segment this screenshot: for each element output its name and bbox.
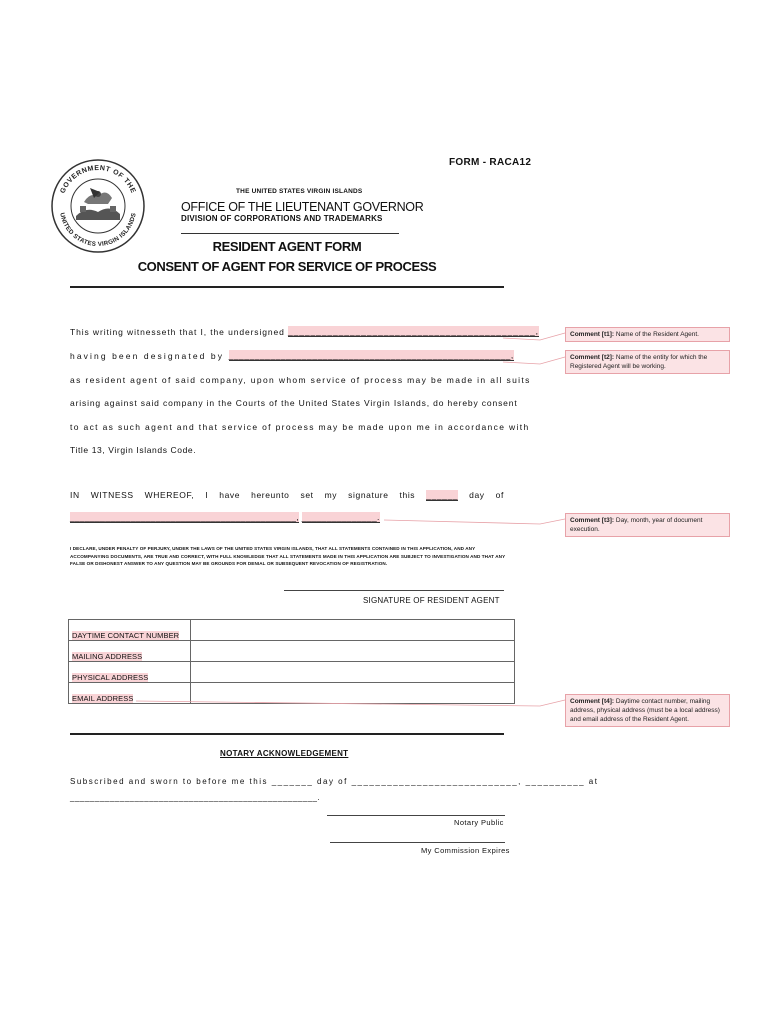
body-line-1 (70, 326, 539, 337)
resident-agent-name-field[interactable]: ____________________________________________, (288, 326, 539, 336)
table-row (69, 683, 515, 704)
table-row (69, 662, 515, 683)
comment-text: Name of the Resident Agent. (615, 331, 699, 338)
body-line-2 (70, 350, 514, 361)
svg-text:UNITED STATES VIRGIN ISLANDS: UNITED STATES VIRGIN ISLANDS (58, 212, 138, 249)
comment-tag: Comment [t2]: (570, 354, 615, 361)
witness-word: WHEREOF, (144, 490, 195, 500)
mailing-address-label: MAILING ADDRESS (69, 641, 191, 662)
witness-word: my (324, 490, 338, 500)
title-divider (70, 286, 504, 288)
witness-word: IN (70, 490, 80, 500)
notary-sworn-line[interactable]: Subscribed and sworn to before me this _______ day of ____________________________, __________ at (70, 777, 599, 786)
form-subtitle: CONSENT OF AGENT FOR SERVICE OF PROCESS (137, 259, 437, 274)
month-field[interactable]: _____________________________________________, (70, 512, 299, 522)
svg-text:GOVERNMENT OF THE: GOVERNMENT OF THE (59, 164, 137, 195)
physical-address-label: PHYSICAL ADDRESS (69, 662, 191, 683)
witness-word: set (300, 490, 314, 500)
body-line-5: to act as such agent and that service of process may be made upon me in accordance with (70, 422, 530, 432)
perjury-declaration: I DECLARE, UNDER PENALTY OF PERJURY, UNDER THE LAWS OF THE UNITED STATES VIRGIN ISLANDS, THAT ALL STATEMENTS CONTAINED IN THIS APPLICATION, AND ANY ACCOMPANYING DOCUMENTS, ARE TRUE AND CORRECT, WITH FULL KNOWLEDGE THAT ALL STATEMENTS MADE IN THIS APPLICATION ARE SUBJECT TO INVESTIGATION AND THAT ANY FALSE OR DISHONEST ANSWER TO ANY QUESTION MAY BE GROUNDS FOR DENIAL OR SUBSEQUENT REVOCATION OF REGISTRATION. (70, 546, 506, 566)
email-address-input[interactable] (191, 683, 515, 704)
physical-address-input[interactable] (191, 662, 515, 683)
witness-word: hereunto (251, 490, 290, 500)
witness-line (70, 490, 504, 501)
comment-t3[interactable] (565, 513, 730, 537)
notary-title: NOTARY ACKNOWLEDGEMENT (220, 749, 349, 758)
comment-tag: Comment [t4]: (570, 698, 615, 705)
body-line-3: as resident agent of said company, upon whom service of process may be made in all suits (70, 375, 531, 385)
notary-location-line[interactable]: __________________________________________________. (70, 793, 321, 802)
form-title: RESIDENT AGENT FORM (212, 239, 362, 254)
form-number: FORM - RACA12 (449, 157, 532, 168)
header-divider (181, 233, 399, 234)
commission-expiry-label: My Commission Expires (421, 846, 510, 855)
comment-tag: Comment [t1]: (570, 331, 615, 338)
notary-signature-line[interactable] (327, 815, 505, 816)
comment-connector (384, 519, 565, 524)
notary-divider (70, 733, 504, 735)
comment-text: Name of the entity for which the Registered Agent will be working. (570, 354, 708, 370)
daytime-contact-label: DAYTIME CONTACT NUMBER (69, 620, 191, 641)
undersigned-label: This writing witnesseth that I, the undersigned (70, 327, 285, 337)
witness-word: WITNESS (90, 490, 134, 500)
office-title: OFFICE OF THE LIEUTENANT GOVERNOR (181, 200, 424, 214)
comment-tag: Comment [t3]: (570, 517, 615, 524)
signature-line[interactable] (284, 590, 504, 591)
witness-word: this (399, 490, 416, 500)
day-field[interactable]: ______ (426, 490, 459, 500)
comment-t4[interactable] (565, 694, 730, 727)
year-field[interactable]: _______________. (301, 512, 380, 522)
comment-t1[interactable] (565, 327, 730, 342)
email-address-label: EMAIL ADDRESS (69, 683, 191, 704)
signature-label: SIGNATURE OF RESIDENT AGENT (363, 596, 500, 605)
comment-text: Day, month, year of document execution. (570, 517, 703, 533)
daytime-contact-input[interactable] (191, 620, 515, 641)
body-line-6: Title 13, Virgin Islands Code. (70, 445, 197, 455)
government-line: THE UNITED STATES VIRGIN ISLANDS (236, 188, 363, 195)
entity-name-field[interactable]: ______________________________________________________, (228, 350, 514, 360)
comment-t2[interactable] (565, 350, 730, 374)
day-word: day (469, 490, 485, 500)
division-title: DIVISION OF CORPORATIONS AND TRADEMARKS (181, 214, 383, 223)
witness-word: I (205, 490, 209, 500)
mailing-address-input[interactable] (191, 641, 515, 662)
witness-word: have (219, 490, 241, 500)
designated-by-label: having been designated by (70, 351, 225, 361)
witness-word: signature (348, 490, 389, 500)
execution-date-line (70, 512, 380, 523)
of-word: of (495, 490, 504, 500)
body-line-4: arising against said company in the Courts of the United States Virgin Islands, do hereby consent (70, 398, 518, 408)
commission-expiry-line[interactable] (330, 842, 505, 843)
notary-public-label: Notary Public (454, 818, 504, 827)
comment-text: Daytime contact number, mailing address, physical address (must be a local address) and email address of the Resident Agent. (570, 698, 720, 723)
table-row (69, 620, 515, 641)
table-row (69, 641, 515, 662)
contact-info-table (68, 619, 515, 704)
